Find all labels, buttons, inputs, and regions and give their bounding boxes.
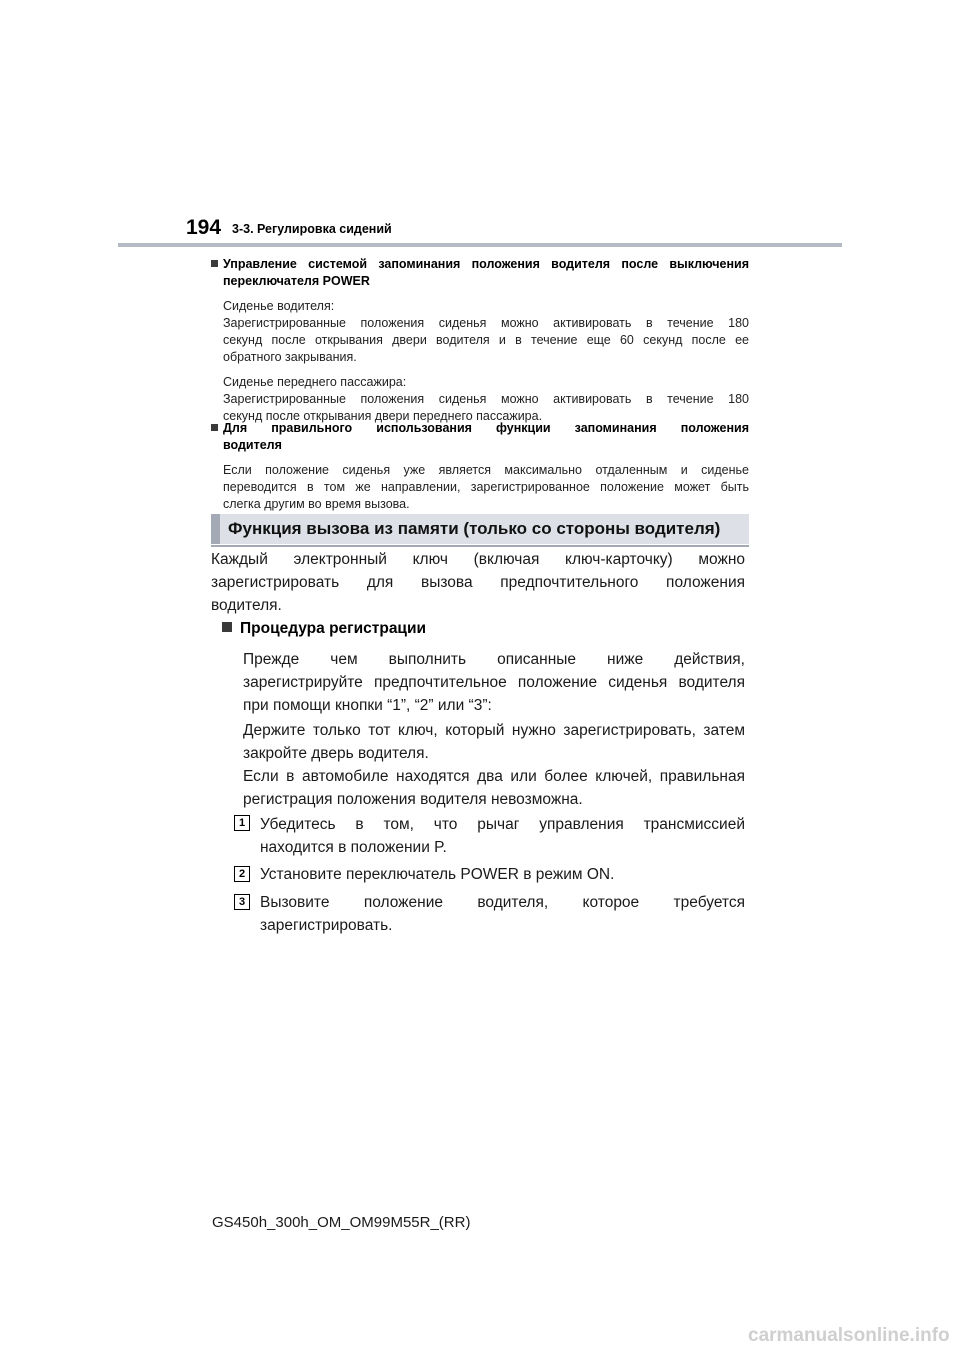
note-text-line: Зарегистрированные положения сиденья можно активировать в течение 180 — [223, 316, 749, 330]
step-line: Вызовите положение водителя, которое требуется — [260, 894, 745, 911]
bullet-square-icon — [211, 424, 218, 431]
page-number: 194 — [186, 216, 222, 239]
note-memory-after-power-off — [211, 256, 749, 425]
step-line: находится в положении P. — [260, 839, 447, 856]
step-3-text — [260, 891, 745, 937]
note-heading-line: Для правильного использования функции запоминания положения — [223, 421, 749, 435]
note-driver-seat — [211, 298, 749, 366]
section-label: 3-3. Регулировка сидений — [232, 222, 392, 236]
note-text-line: секунд после открывания двери переднего пассажира. — [223, 409, 543, 423]
procedure-line: Держите только тот ключ, который нужно зарегистрировать, затем — [243, 722, 745, 739]
step-line: Установите переключатель POWER в режим ON. — [260, 866, 615, 883]
note-text-line: обратного закрывания. — [223, 350, 357, 364]
intro-line: Каждый электронный ключ (включая ключ-карточку) можно — [211, 551, 745, 568]
step-line: Убедитесь в том, что рычаг управления трансмиссией — [260, 816, 745, 833]
procedure-line: закройте дверь водителя. — [243, 745, 429, 762]
note-label: Сиденье переднего пассажира: — [223, 375, 407, 389]
note-heading — [211, 420, 749, 454]
note-text-line: Если положение сиденья уже является максимально отдаленным и сиденье — [223, 463, 749, 477]
bullet-square-icon — [211, 260, 218, 267]
note-heading-line: водителя — [223, 438, 282, 452]
document-code: GS450h_300h_OM_OM99M55R_(RR) — [212, 1214, 471, 1231]
step-line: зарегистрировать. — [260, 917, 393, 934]
procedure-paragraph-1 — [243, 648, 745, 717]
note-heading — [211, 256, 749, 290]
note-text-line: Зарегистрированные положения сиденья можно активировать в течение 180 — [223, 392, 749, 406]
section-title-accent — [211, 514, 220, 544]
intro-paragraph — [211, 548, 745, 617]
procedure-paragraph-2 — [243, 719, 745, 811]
intro-line: зарегистрировать для вызова предпочтительного положения — [211, 574, 745, 591]
step-number-3: 3 — [234, 894, 250, 910]
section-title-box — [211, 514, 749, 544]
bullet-square-icon — [222, 622, 232, 632]
step-2-text — [260, 863, 745, 886]
step-number-2: 2 — [234, 866, 250, 882]
procedure-line: регистрация положения водителя невозможна. — [243, 791, 583, 808]
watermark: carmanualsonline.info — [748, 1325, 950, 1346]
procedure-heading-text: Процедура регистрации — [240, 620, 427, 637]
note-text-line: слегка другим во время вызова. — [223, 497, 410, 511]
note-proper-use — [211, 420, 749, 513]
intro-line: водителя. — [211, 597, 282, 614]
note-heading-line: переключателя POWER — [223, 274, 370, 288]
procedure-line: Прежде чем выполнить описанные ниже действия, — [243, 651, 745, 668]
note-body — [211, 462, 749, 513]
section-title: Функция вызова из памяти (только со стороны водителя) — [228, 519, 721, 538]
note-label: Сиденье водителя: — [223, 299, 335, 313]
procedure-line: Если в автомобиле находятся два или более ключей, правильная — [243, 768, 745, 785]
step-1-text — [260, 813, 745, 859]
step-number-1: 1 — [234, 815, 250, 831]
section-title-underline — [211, 545, 749, 547]
procedure-line: при помощи кнопки “1”, “2” или “3”: — [243, 697, 492, 714]
procedure-line: зарегистрируйте предпочтительное положение сиденья водителя — [243, 674, 745, 691]
note-text-line: секунд после открывания двери водителя и в течение еще 60 секунд после ее — [223, 333, 749, 347]
note-text-line: переводится в том же направлении, зарегистрированное положение может быть — [223, 480, 749, 494]
header-rule — [118, 243, 842, 247]
note-passenger-seat — [211, 374, 749, 425]
note-heading-line: Управление системой запоминания положения водителя после выключения — [223, 257, 749, 271]
procedure-heading — [222, 620, 426, 638]
